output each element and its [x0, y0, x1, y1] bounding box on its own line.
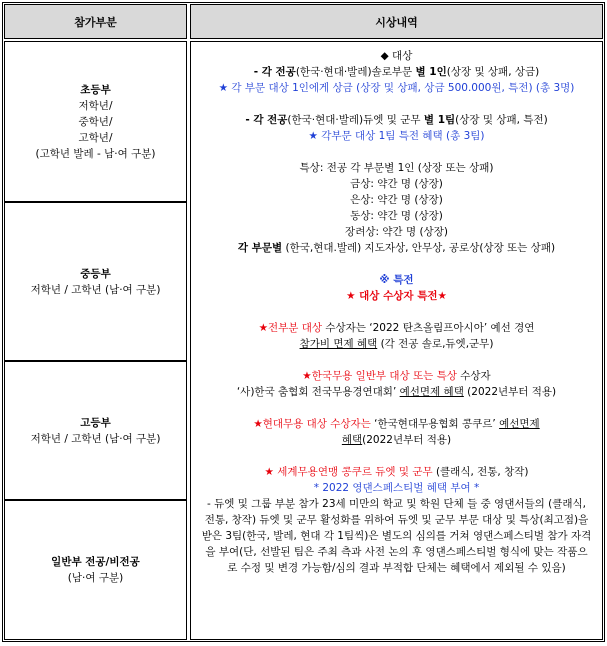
- solo-prize-note: ★ 각 부문 대상 1인에게 상금 (상장 및 상패, 상금 500.000원, 특전) (총 3명): [218, 82, 575, 94]
- grand-prize-title: ◆ 대상: [380, 50, 413, 62]
- solo-c: 별 1인: [415, 66, 447, 78]
- awards-table: [2, 2, 605, 642]
- p1-a: 수상자는 ‘2022 탄츠올림프아시아’ 예선 경연: [322, 322, 535, 334]
- perk-3-cont: [201, 432, 592, 448]
- each-b: (한국,현대.발레) 지도자상, 안무상, 공로상(상장 또는 상패): [282, 242, 556, 254]
- perk-1-cont: [201, 336, 592, 352]
- category-name: 고등부: [80, 416, 111, 429]
- p2-red: ★한국무용 일반부 대상 또는 특상: [302, 370, 457, 382]
- perk-subtitle: ★ 대상 수상자 특전★: [346, 290, 447, 302]
- category-sub: 저학년 / 고학년 (남·여 구분): [30, 283, 161, 296]
- silver-award: 은상: 약간 명 (상장): [350, 194, 443, 206]
- perk-4: [201, 464, 592, 480]
- p1-red: ★전부분 대상: [258, 322, 323, 334]
- duet-prize-note: ★ 각부문 대상 1팀 특전 혜택 (총 3팀): [308, 130, 485, 142]
- p2-u: 예선면제 혜택: [399, 386, 464, 398]
- category-sub: (고학년 발레 - 남·여 구분): [35, 147, 156, 160]
- p3-red: ★현대무용 대상 수상자는: [253, 418, 371, 430]
- duet-b: (한국·현대·발레)듀엣 및 군무: [287, 114, 424, 126]
- gold-award: 금상: 약간 명 (상장): [350, 178, 443, 190]
- perk-4-note: * 2022 영댄스페스티벌 혜택 부여 *: [313, 482, 480, 494]
- category-middle: [4, 202, 187, 361]
- duet-d: (상장 및 상패, 특전): [455, 114, 548, 126]
- p3-b: (2022년부터 적용): [362, 434, 452, 446]
- p1-u: 참가비 면제 혜택: [299, 338, 378, 350]
- perk-3: [201, 416, 592, 432]
- category-sub: 고학년/: [78, 131, 113, 144]
- category-sub: 중학년/: [78, 115, 113, 128]
- duet-c: 별 1팀: [423, 114, 456, 126]
- duet-award-line: [201, 112, 592, 128]
- category-high: [4, 361, 187, 500]
- p2-b: ‘사)한국 춤협회 전국무용경연대회’: [236, 386, 400, 398]
- p3-u: 예선면제: [499, 418, 540, 430]
- solo-award-line: [201, 64, 592, 80]
- p3-u2: 혜택: [341, 434, 363, 446]
- category-general: [4, 500, 187, 640]
- p2-c: (2022년부터 적용): [463, 386, 557, 398]
- header-category: 참가부분: [4, 4, 187, 39]
- category-elementary: [4, 41, 187, 202]
- solo-a: - 각 전공: [253, 66, 296, 78]
- award-details: [190, 41, 603, 640]
- category-sub: 저학년/: [78, 99, 113, 112]
- category-sub: (남·여 구분): [67, 572, 124, 584]
- p2-a: 수상자: [456, 370, 491, 382]
- leader-award-line: [201, 240, 592, 256]
- duet-a: - 각 전공: [245, 114, 288, 126]
- header-details: 시상내역: [190, 4, 603, 39]
- each-a: 각 부문별: [237, 242, 283, 254]
- perk-2: [201, 368, 592, 384]
- solo-b: (한국·현대·발레)솔로부문: [295, 66, 416, 78]
- solo-d: (상장 및 상패, 상금): [446, 66, 540, 78]
- perk-1: [201, 320, 592, 336]
- category-name: 일반부 전공/비전공: [51, 556, 140, 568]
- category-name: 초등부: [80, 83, 111, 96]
- special-award: 특상: 전공 각 부문별 1인 (상장 또는 상패): [299, 162, 494, 174]
- category-sub: 저학년 / 고학년 (남·여 구분): [30, 432, 161, 445]
- p4-red: ★ 세계무용연맹 콩쿠르 듀엣 및 군무: [264, 466, 433, 478]
- perk-title: ※ 특전: [379, 274, 414, 286]
- p4-a: (클래식, 전통, 창작): [432, 466, 529, 478]
- perk-2-cont: [201, 384, 592, 400]
- p3-a: ‘한국현대무용협회 콩쿠르’: [370, 418, 500, 430]
- bronze-award: 동상: 약간 명 (상장): [350, 210, 443, 222]
- p1-b: (각 전공 솔로,듀엣,군무): [377, 338, 494, 350]
- encourage-award: 장려상: 약간 명 (상장): [345, 226, 448, 238]
- perk-4-body: - 듀엣 및 그룹 부분 참가 23세 미만의 학교 및 학원 단체 들 중 영댄서들의 (클래식, 전통, 창작) 듀엣 및 군무 활성화를 위하여 듀엣 및 군무 부문 대상 및 특상(최고점)을 받은 3팀(한국, 발레, 현대 각 1팀씩)은 별도의 심의를 거쳐 영댄스페스티벌 참가 자격을 부여(단, 선발된 팀은 주최 측과 사전 논의 후 영댄스페스티벌 형식에 맞는 작품으로 수정 및 변경 가능함/심의 결과 부적합 단체는 혜택에서 제외될 수 있음): [201, 498, 592, 574]
- category-name: 중등부: [80, 267, 111, 280]
